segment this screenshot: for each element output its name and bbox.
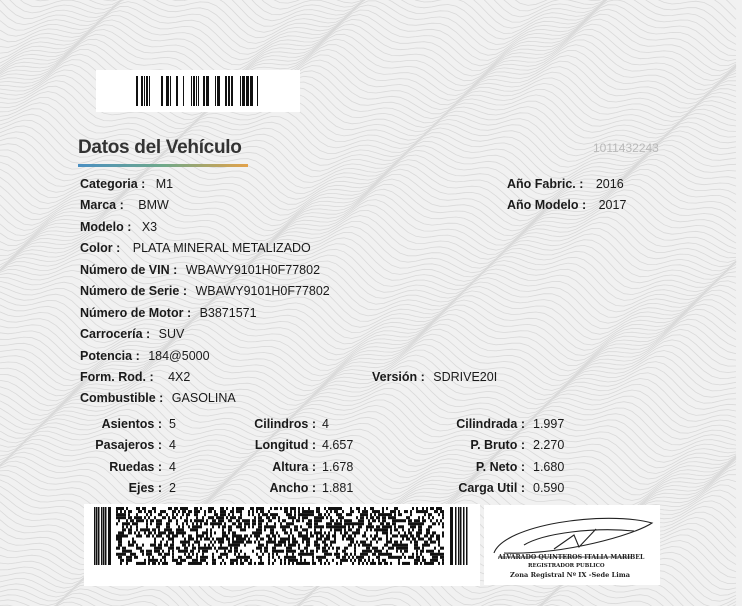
field-label: Potencia :	[80, 349, 140, 363]
field-label: Marca :	[80, 198, 124, 212]
spec-label: Cilindrada :	[456, 417, 525, 431]
spec-label: Asientos :	[101, 417, 162, 431]
field-value: SDRIVE20I	[433, 370, 498, 384]
spec-label: Cilindros :	[254, 417, 316, 431]
spec-value: 5	[169, 417, 176, 431]
spec-value: 4.657	[322, 438, 354, 452]
spec-value: 4	[169, 460, 176, 474]
spec-label: Longitud :	[254, 438, 316, 452]
title-underline	[78, 164, 248, 167]
field-value: 184@5000	[148, 349, 210, 363]
spec-value: 0.590	[533, 481, 565, 495]
field-value: X3	[141, 220, 158, 234]
spec-label: Ejes :	[128, 481, 162, 495]
field-label: Form. Rod. :	[80, 370, 154, 384]
field-label: Carrocería :	[80, 327, 151, 341]
field-row	[80, 196, 169, 214]
signature-stamp	[484, 505, 660, 585]
field-row-ano-modelo	[507, 196, 626, 214]
field-label: Año Fabric. :	[507, 177, 584, 191]
field-row	[80, 239, 311, 257]
field-value: M1	[155, 177, 174, 191]
field-row	[80, 389, 236, 407]
field-value: 2017	[598, 198, 627, 212]
spec-value: 4	[322, 417, 329, 431]
spec-label: Altura :	[272, 460, 316, 474]
spec-value: 2.270	[533, 438, 565, 452]
spec-value: 1.997	[533, 417, 565, 431]
field-value: SUV	[158, 327, 185, 341]
field-row-version	[372, 368, 497, 386]
spec-label: Ancho :	[269, 481, 316, 495]
field-row	[80, 282, 330, 300]
field-row	[80, 368, 190, 386]
field-label: Año Modelo :	[507, 198, 587, 212]
field-value: WBAWY9101H0F77802	[195, 284, 330, 298]
field-label: Versión :	[372, 370, 425, 384]
spec-value: 1.678	[322, 460, 354, 474]
pdf417-barcode	[84, 504, 480, 586]
field-value: 4X2	[168, 370, 191, 384]
field-label: Combustible :	[80, 391, 164, 405]
field-value: WBAWY9101H0F77802	[185, 263, 321, 277]
field-value: 2016	[595, 177, 624, 191]
field-value: B3871571	[199, 306, 257, 320]
field-row	[80, 347, 210, 365]
field-label: Modelo :	[80, 220, 132, 234]
field-value: PLATA MINERAL METALIZADO	[132, 241, 311, 255]
spec-label: Ruedas :	[109, 460, 162, 474]
field-row	[80, 218, 157, 236]
field-row	[80, 261, 320, 279]
field-label: Número de VIN :	[80, 263, 178, 277]
registry-office: Zona Registral Nº IX -Sede Lima	[510, 571, 630, 579]
field-row	[80, 175, 173, 193]
field-value: BMW	[138, 198, 169, 212]
field-value: GASOLINA	[171, 391, 236, 405]
field-label: Categoria :	[80, 177, 146, 191]
spec-label: Pasajeros :	[95, 438, 162, 452]
field-label: Número de Motor :	[80, 306, 192, 320]
spec-label: Carga Util :	[458, 481, 525, 495]
spec-label: P. Neto :	[475, 460, 525, 474]
top-barcode	[96, 70, 300, 112]
spec-value: 2	[169, 481, 176, 495]
pdf417-pattern	[94, 507, 470, 565]
barcode-bars	[136, 76, 260, 106]
field-row	[80, 325, 184, 343]
spec-label: P. Bruto :	[470, 438, 525, 452]
spec-value: 4	[169, 438, 176, 452]
field-label: Color :	[80, 241, 121, 255]
signer-role: REGISTRADOR PUBLICO	[528, 563, 605, 569]
document-number: 1011432243	[593, 141, 659, 155]
spec-value: 1.881	[322, 481, 354, 495]
page-title: Datos del Vehículo	[78, 137, 242, 158]
spec-value: 1.680	[533, 460, 565, 474]
field-row	[80, 304, 257, 322]
field-label: Número de Serie :	[80, 284, 187, 298]
field-row-ano-fabric	[507, 175, 624, 193]
signer-name: ALVARADO QUINTEROS ITALIA MARIBEL	[498, 554, 645, 561]
